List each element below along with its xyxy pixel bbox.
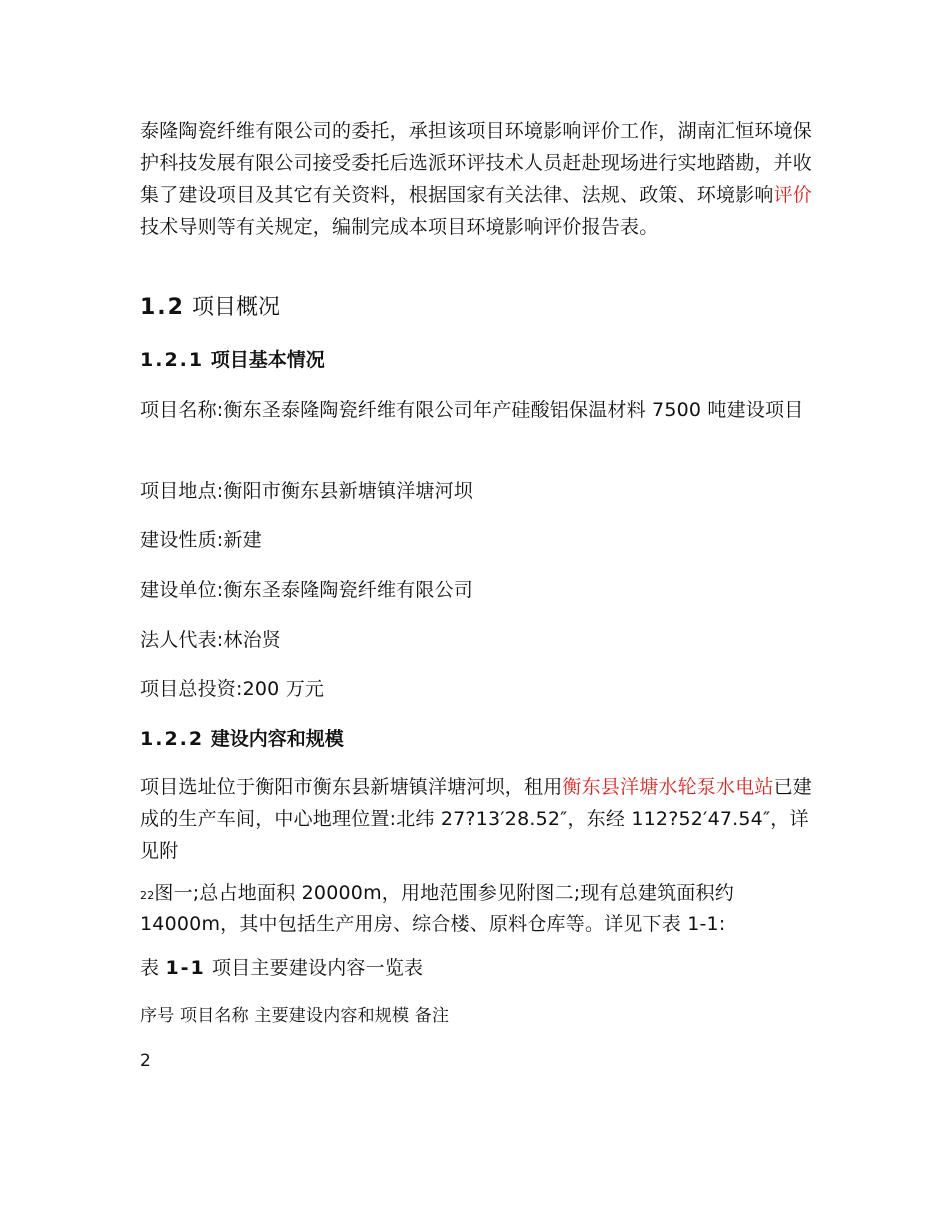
intro-highlight: 评价 [773, 184, 813, 206]
intro-text: 泰隆陶瓷纤维有限公司的委托，承担该项目环境影响评价工作，湖南汇恒环境保护科技发展有限公司接受委托后选派环评技术人员赶赴现场进行实地踏勘，并收集了建设项目及其它有关资料，根据国家有关法律、法规、政策、环境影响 [140, 120, 813, 206]
scope-paragraph [140, 771, 820, 867]
scope-highlight: 衡东县洋塘水轮泵水电站 [562, 776, 774, 798]
scope-text: 项目选址位于衡阳市衡东县新塘镇洋塘河坝，租用 [140, 776, 563, 798]
caption-prefix: 表 [140, 957, 166, 979]
project-unit: 建设单位:衡东圣泰隆陶瓷纤维有限公司 [140, 579, 474, 601]
section-number: 1.2.1 [140, 349, 205, 371]
page-number: 2 [140, 1051, 152, 1071]
caption-number: 1-1 [165, 957, 206, 979]
table-header-row: 序号 项目名称 主要建设内容和规模 备注 [140, 1006, 450, 1026]
area-line-2: 14000m，其中包括生产用房、综合楼、原料仓库等。详见下表 1-1: [140, 913, 726, 935]
section-number: 1.2.2 [140, 728, 205, 750]
section-heading-1-2 [140, 293, 280, 323]
area-line-1: 图一;总占地面积 20000m，用地范围参见附图二;现有总建筑面积约 [154, 882, 735, 904]
area-paragraph [140, 879, 820, 938]
table-caption [140, 952, 820, 984]
total-investment: 项目总投资:200 万元 [140, 678, 325, 700]
intro-paragraph [140, 115, 820, 243]
project-location: 项目地点:衡阳市衡东县新塘镇洋塘河坝 [140, 480, 474, 502]
intro-text-end: 技术导则等有关规定，编制完成本项目环境影响评价报告表。 [140, 216, 659, 238]
project-nature: 建设性质:新建 [140, 529, 262, 551]
section-title: 项目基本情况 [210, 349, 325, 371]
section-heading-1-2-2 [140, 724, 344, 754]
section-number: 1.2 [140, 295, 185, 320]
scope-text-end: 已建成的生产车间，中心地理位置:北纬 27?13′28.52″，东经 112?52′47.54″，详见附 [140, 776, 813, 862]
project-name: 项目名称:衡东圣泰隆陶瓷纤维有限公司年产硅酸铝保温材料 7500 吨建设项目 [140, 399, 804, 421]
section-title: 建设内容和规模 [210, 728, 344, 750]
superscript-marker: 22 [140, 889, 155, 902]
legal-representative: 法人代表:林治贤 [140, 629, 282, 651]
section-heading-1-2-1 [140, 345, 325, 375]
section-title: 项目概况 [191, 295, 280, 320]
caption-title: 项目主要建设内容一览表 [205, 957, 424, 979]
